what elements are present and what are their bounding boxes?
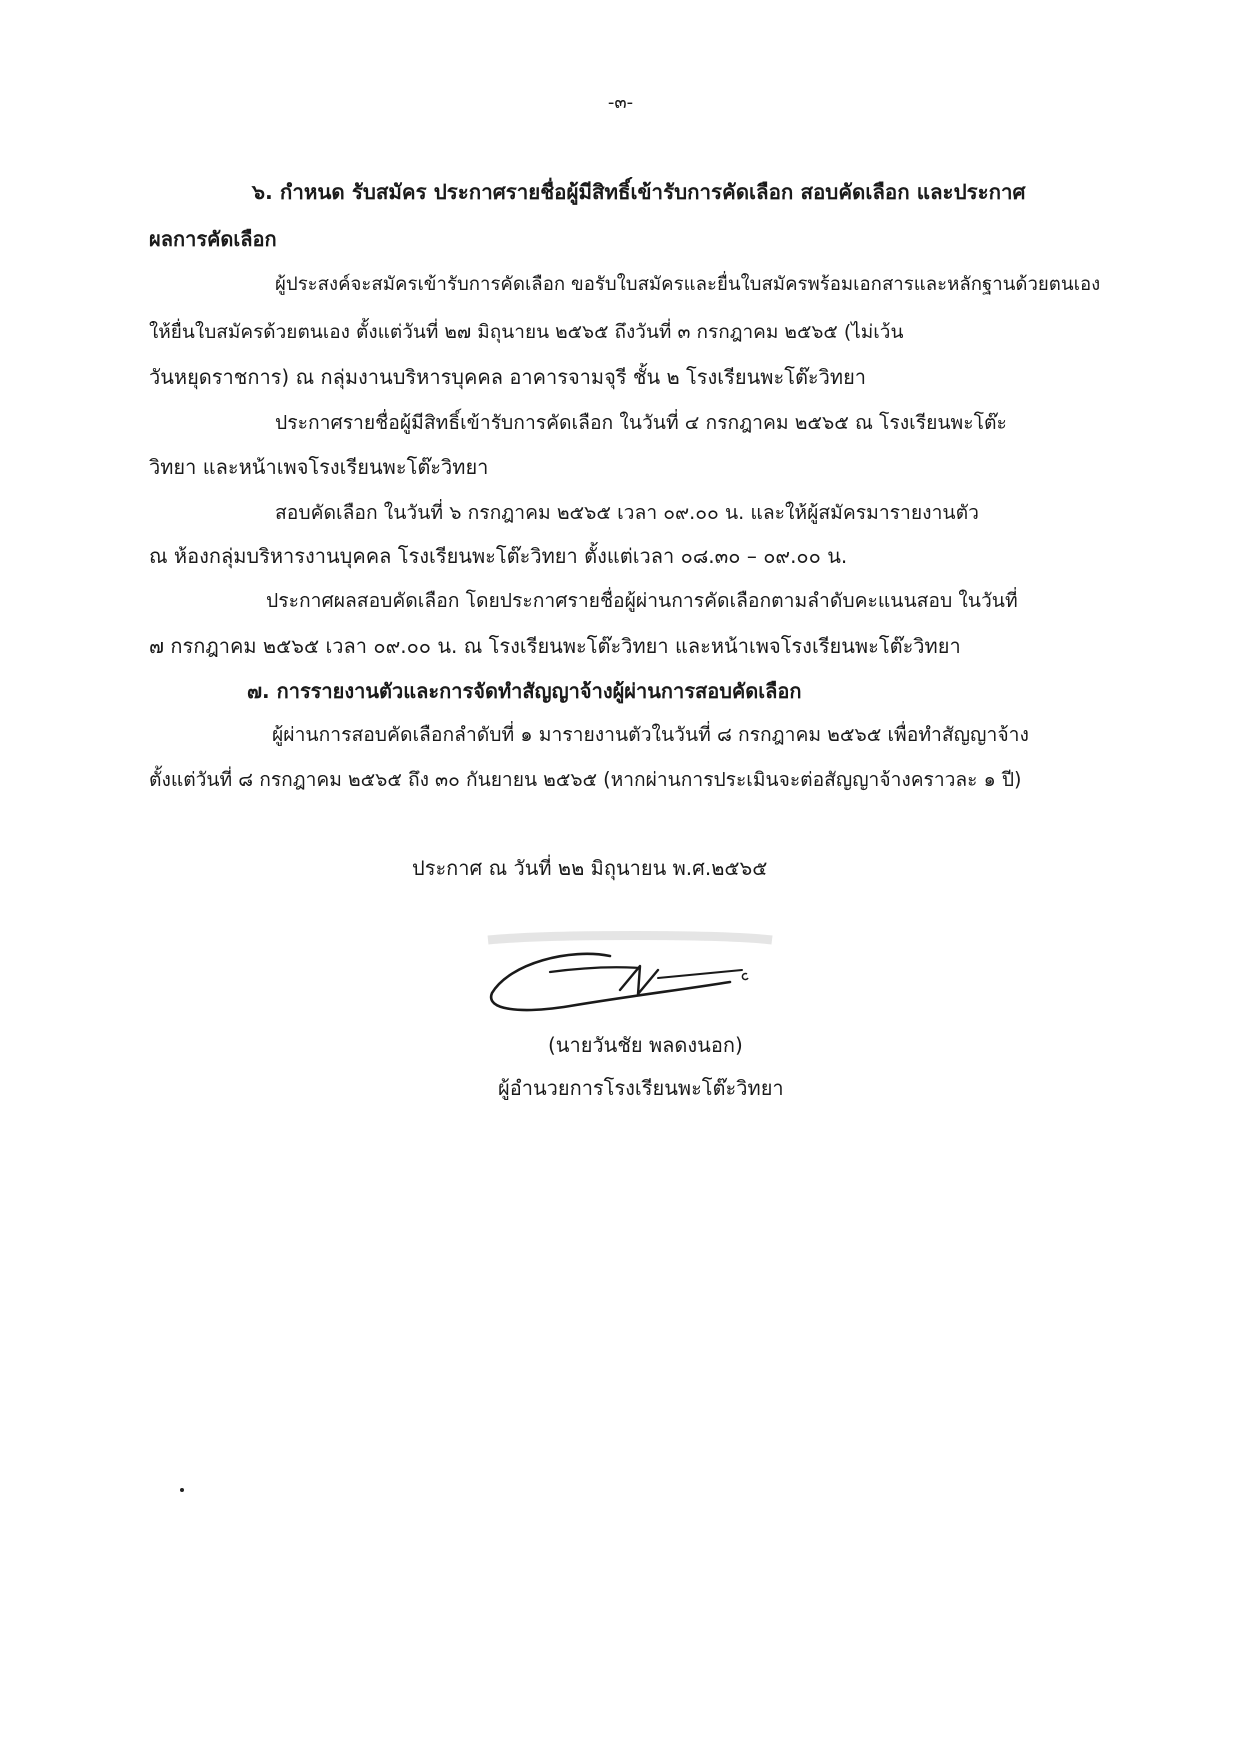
- section-6-para4-line1: ประกาศผลสอบคัดเลือก โดยประกาศรายชื่อผู้ผ่านการคัดเลือกตามลำดับคะแนนสอบ ในวันที่: [266, 589, 1018, 612]
- section-6-para3-line1: สอบคัดเลือก ในวันที่ ๖ กรกฎาคม ๒๕๖๕ เวลา ๐๙.๐๐ น. และให้ผู้สมัครมารายงานตัว: [275, 501, 979, 524]
- section-6-para2-line2: วิทยา และหน้าเพจโรงเรียนพะโต๊ะวิทยา: [149, 455, 489, 479]
- section-7-para-line1: ผู้ผ่านการสอบคัดเลือกลำดับที่ ๑ มารายงานตัวในวันที่ ๘ กรกฎาคม ๒๕๖๕ เพื่อทำสัญญาจ้าง: [272, 723, 1029, 746]
- section-7-heading: ๗. การรายงานตัวและการจัดทำสัญญาจ้างผู้ผ่านการสอบคัดเลือก: [247, 679, 802, 703]
- announcement-date: ประกาศ ณ วันที่ ๒๒ มิถุนายน พ.ศ.๒๕๖๕: [412, 856, 768, 880]
- signer-name: (นายวันชัย พลดงนอก): [548, 1033, 743, 1057]
- section-6-para2-line1: ประกาศรายชื่อผู้มีสิทธิ์เข้ารับการคัดเลือก ในวันที่ ๔ กรกฎาคม ๒๕๖๕ ณ โรงเรียนพะโต๊ะ: [275, 411, 1007, 434]
- signature-image: [480, 918, 790, 1028]
- section-6-heading-line1: ๖. กำหนด รับสมัคร ประกาศรายชื่อผู้มีสิทธิ์เข้ารับการคัดเลือก สอบคัดเลือก และประกาศ: [252, 180, 1026, 204]
- stray-dot: [180, 1488, 184, 1492]
- section-6-para4-line2: ๗ กรกฎาคม ๒๕๖๕ เวลา ๐๙.๐๐ น. ณ โรงเรียนพะโต๊ะวิทยา และหน้าเพจโรงเรียนพะโต๊ะวิทยา: [149, 634, 961, 658]
- section-6-para1-line3: วันหยุดราชการ) ณ กลุ่มงานบริหารบุคคล อาคารจามจุรี ชั้น ๒ โรงเรียนพะโต๊ะวิทยา: [149, 365, 867, 389]
- section-6-para1-line1: ผู้ประสงค์จะสมัครเข้ารับการคัดเลือก ขอรับใบสมัครและยื่นใบสมัครพร้อมเอกสารและหลักฐานด้วยตนเอง: [275, 274, 1101, 295]
- section-7-para-line2: ตั้งแต่วันที่ ๘ กรกฎาคม ๒๕๖๕ ถึง ๓๐ กันยายน ๒๕๖๕ (หากผ่านการประเมินจะต่อสัญญาจ้างคราวละ ๑ ปี): [149, 768, 1022, 791]
- section-6-heading-line2: ผลการคัดเลือก: [149, 227, 277, 251]
- page-number: -๓-: [607, 92, 634, 113]
- signer-title: ผู้อำนวยการโรงเรียนพะโต๊ะวิทยา: [498, 1076, 784, 1100]
- section-6-para1-line2: ให้ยื่นใบสมัครด้วยตนเอง ตั้งแต่วันที่ ๒๗ มิถุนายน ๒๕๖๕ ถึงวันที่ ๓ กรกฎาคม ๒๕๖๕ (ไม่เว้น: [149, 321, 904, 343]
- section-6-para3-line2: ณ ห้องกลุ่มบริหารงานบุคคล โรงเรียนพะโต๊ะวิทยา ตั้งแต่เวลา ๐๘.๓๐ – ๐๙.๐๐ น.: [149, 544, 848, 568]
